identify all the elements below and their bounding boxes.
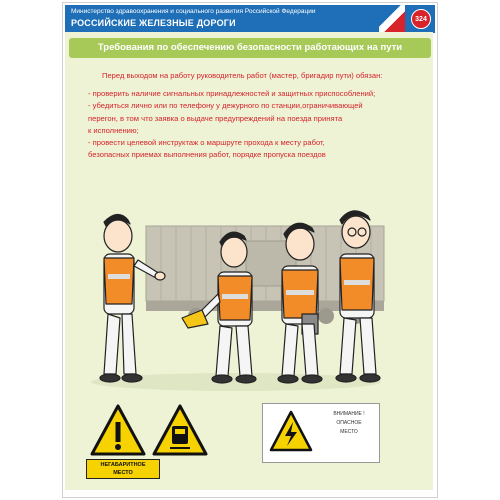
high-voltage-icon xyxy=(269,410,313,454)
warning-line: ОПАСНОЕ xyxy=(336,420,362,426)
ministry-name: Министерство здравоохранения и социального развития Российской Федерации xyxy=(71,8,316,15)
intro-text: Перед выходом на работу руководитель работ (мастер, бригадир пути) обязан: xyxy=(102,71,383,80)
instruction-line: перегон, в том что заявка о выдаче предупреждений на поезда принята xyxy=(88,113,343,123)
plate-line: МЕСТО xyxy=(113,469,133,476)
instruction-line: - проверить наличие сигнальных принадлежностей и защитных приспособлений; xyxy=(88,89,376,99)
oversize-place-plate xyxy=(86,459,160,479)
warning-line: ВНИМАНИЕ ! xyxy=(333,411,365,417)
warning-line: МЕСТО xyxy=(340,429,358,435)
workers-illustration xyxy=(86,196,386,392)
exclamation-warning-icon xyxy=(92,406,144,454)
danger-warning-text xyxy=(319,410,379,437)
instruction-line: к исполнению; xyxy=(88,125,139,135)
poster-title: Требования по обеспечению безопасности работающих на пути xyxy=(97,42,403,53)
rzd-flag-icon xyxy=(379,5,405,33)
railway-name: РОССИЙСКИЕ ЖЕЛЕЗНЫЕ ДОРОГИ xyxy=(71,18,236,28)
instructions-text xyxy=(88,70,428,161)
poster-number-badge: 324 xyxy=(411,9,431,29)
poster-header xyxy=(65,5,435,33)
instruction-line: - убедиться лично или по телефону у дежурного по станции,ограничивающей xyxy=(88,101,363,111)
danger-warning-sign xyxy=(262,403,380,463)
train-warning-icon xyxy=(154,406,206,454)
warning-signs xyxy=(88,402,208,464)
instruction-line: безопасных приемах выполнения работ, порядке пропуска поездов xyxy=(88,150,326,160)
title-bar xyxy=(69,38,431,58)
plate-line: НЕГАБАРИТНОЕ xyxy=(100,462,146,468)
instruction-line: - провести целевой инструктаж о маршруте прохода к месту работ, xyxy=(88,138,325,148)
